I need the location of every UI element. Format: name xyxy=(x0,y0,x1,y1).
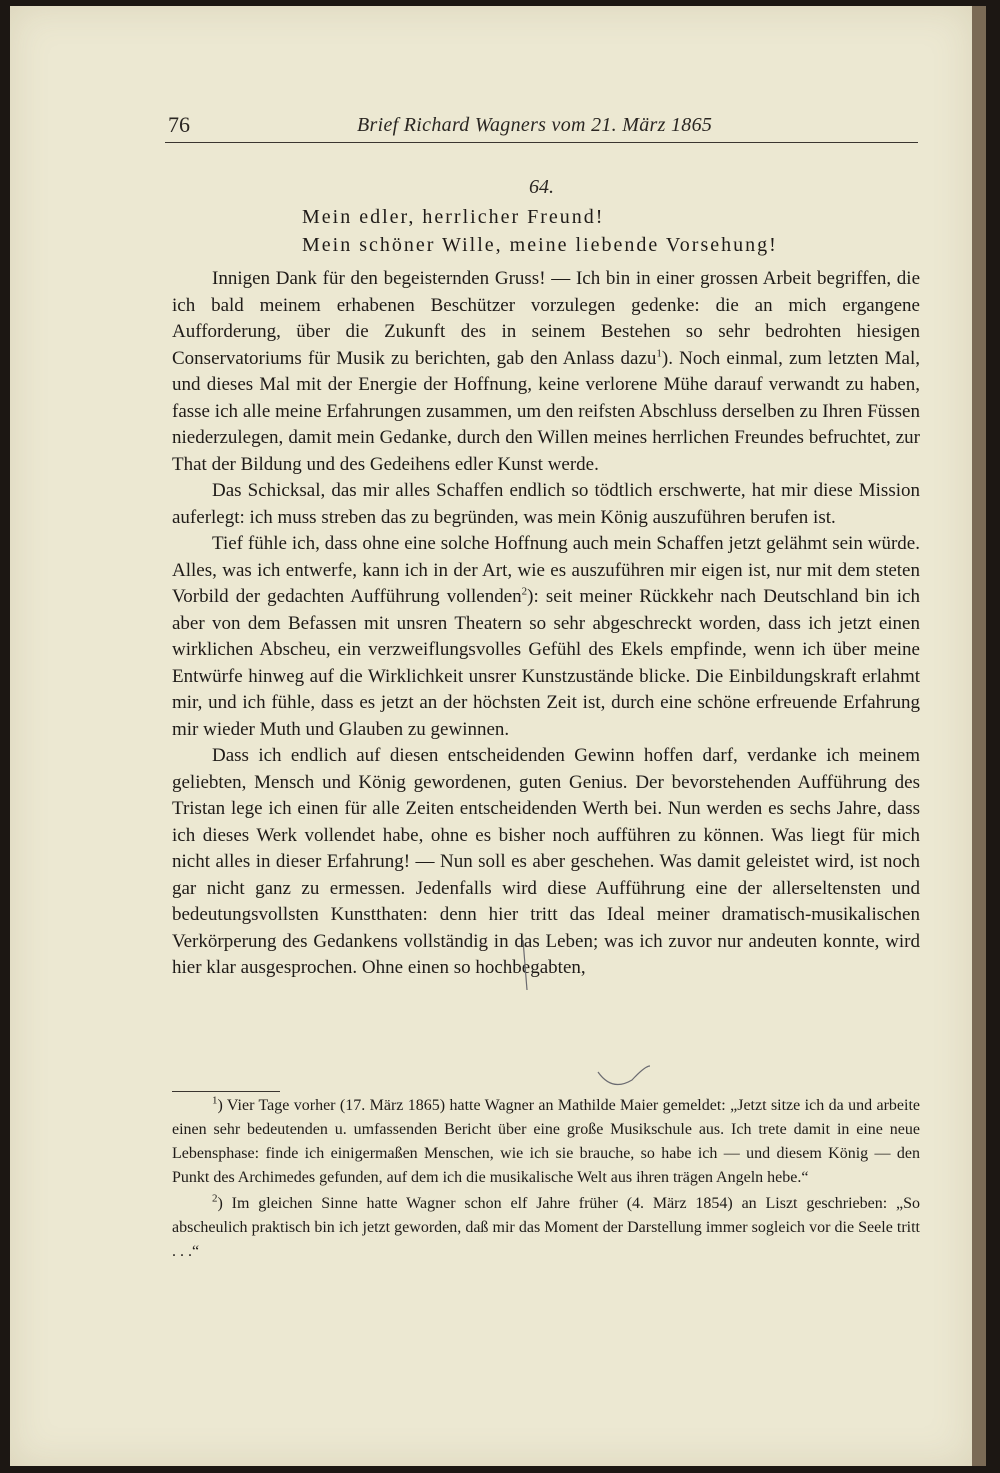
page-edge xyxy=(972,6,986,1466)
footnote-separator xyxy=(172,1091,280,1092)
paragraph: Das Schicksal, das mir alles Schaffen endlich so tödtlich erschwerte, hat mir diese Mission auferlegt: ich muss streben das zu begründen, was mein König auszuführen berufen ist. xyxy=(172,480,920,528)
letter-number: 64. xyxy=(529,176,554,198)
page-header xyxy=(165,112,918,143)
paragraph: Dass ich endlich auf diesen entscheidenden Gewinn hoffen darf, verdanke ich meinem geliebten, Mensch und König gewordenen, guten Genius. Der bevorstehenden Aufführung des Tristan lege ich einen für alle Zeiten entscheidenden Werth bei. Nun werden es sechs Jahre, dass ich dieses Werk vollendet habe, ohne es bisher noch aufführen zu können. Was liegt für mich nicht alles in dieser Erfahrung! — Nun soll es aber geschehen. Was damit geleistet wird, ist noch gar nicht ganz zu ermessen. Jedenfalls wird diese Aufführung eine der allerseltensten und bedeutungsvollsten Kunstthaten: denn hier tritt das Ideal meiner dramatisch-musikalischen Verkörperung des Gedankens vollständig in das Leben; was ich zuvor nur andeuten konnte, wird hier klar ausgesprochen. Ohne einen so hochbegabten, xyxy=(172,745,920,978)
page-number: 76 xyxy=(168,112,190,137)
footnote: $^1$) Vier Tage vorher (17. März 1865) hatte Wagner an Mathilde Maier gemeldet: „Jetzt sitze ich da und arbeite einen sehr bedeutenden u. umfassenden Bericht über eine große Musikschule aus. Ich trete damit in eine neue Lebensphase: finde ich einigermaßen Menschen, wie ich sie brauche, so habe ich — und diesem König — den Punkt des Archimedes gefunden, auf dem ich die musikalische Welt aus ihren trägen Angeln hebe.“ xyxy=(172,1094,920,1186)
salutation-line-2: Mein schöner Wille, meine liebende Vorsehung! xyxy=(302,234,778,256)
letter-body xyxy=(172,266,920,982)
footnote-ref: 2 xyxy=(521,585,528,598)
footnote: $^2$) Im gleichen Sinne hatte Wagner schon elf Jahre früher (4. März 1854) an Liszt geschrieben: „So abscheulich praktisch bin ich jetzt geworden, daß mir das Moment der Darstellung immer sogleich vor die Seele tritt . . .“ xyxy=(172,1192,920,1260)
salutation-line-1: Mein edler, herrlicher Freund! xyxy=(302,206,605,228)
footnote-mark: 1 xyxy=(212,1094,218,1107)
footnote-mark: 2 xyxy=(212,1192,218,1205)
footnotes xyxy=(172,1094,920,1264)
paragraph: Tief fühle ich, dass ohne eine solche Hoffnung auch mein Schaffen jetzt gelähmt sein würde. Alles, was ich entwerfe, kann ich in der Art, wie es auszuführen mir eigen ist, nur mit dem steten Vorbild der gedachten Aufführung vollenden$^2$): seit meiner Rückkehr nach Deutschland bin ich aber von dem Befassen mit unsren Theatern so sehr abgeschreckt worden, dass ich jetzt einen wirklichen Abscheu, ein verzweiflungsvolles Gefühl des Ekels empfinde, wenn ich über meine Entwürfe hinweg auf die Wirklichkeit unsrer Kunstzustände blicke. Die Einbildungskraft erlahmt mir, und ich fühle, dass es jetzt an der höchsten Zeit ist, durch eine schöne erfreuende Erfahrung mir wieder Muth und Glauben zu gewinnen. xyxy=(172,533,920,740)
footnote-ref: 1 xyxy=(656,347,662,360)
paragraph: Innigen Dank für den begeisternden Gruss! — Ich bin in einer grossen Arbeit begriffen, die ich bald meinem erhabenen Beschützer vorzulegen gedenke: die an mich ergangene Aufforderung, über die Zukunft des in seinem Bestehen so sehr bedrohten hiesigen Conservatoriums für Musik zu berichten, gab den Anlass dazu$^1$). Noch einmal, zum letzten Mal, und dieses Mal mit der Energie der Hoffnung, keine verlorene Mühe darauf verwandt zu haben, fasse ich alle meine Erfahrungen zusammen, um den reifsten Abschluss derselben zu Ihren Füssen niederzulegen, damit mein Gedanke, durch den Willen meines herrlichen Freundes befruchtet, zur That der Bildung und des Gedeihens edler Kunst werde. xyxy=(172,268,921,475)
running-title: Brief Richard Wagners vom 21. März 1865 xyxy=(357,114,713,136)
